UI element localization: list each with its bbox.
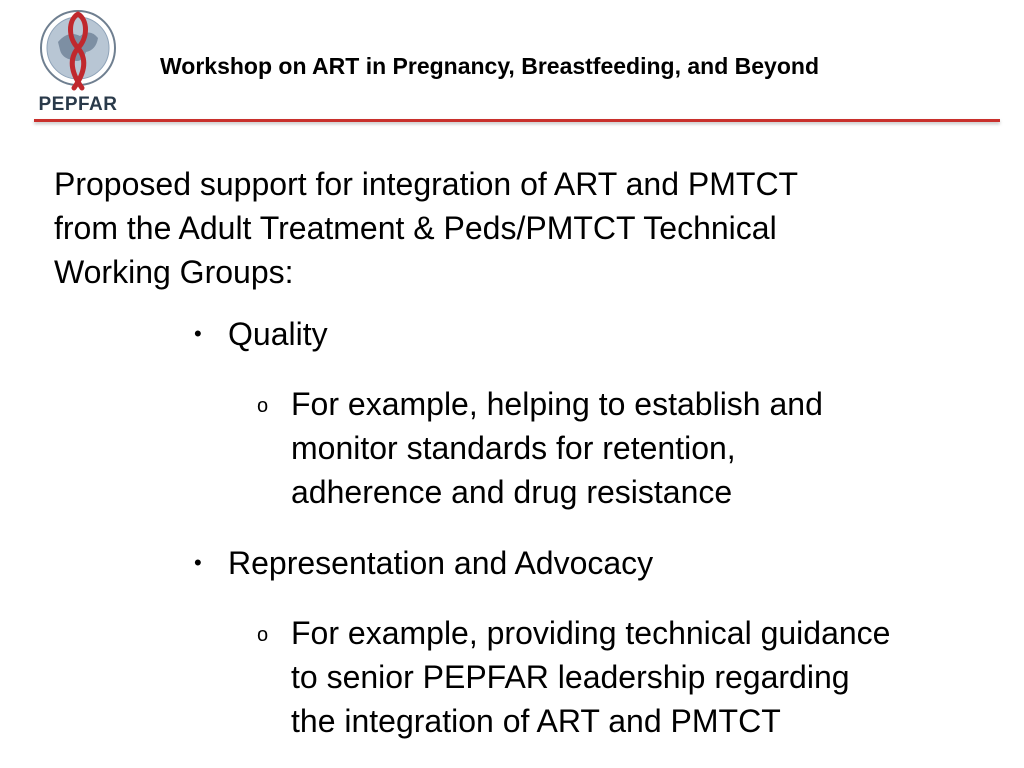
sub-bullet-marker: o (257, 624, 269, 646)
sub-bullet-marker: o (257, 395, 269, 417)
bullet-marker: • (194, 550, 202, 575)
pepfar-logo (30, 8, 126, 116)
sub-bullet-line: the integration of ART and PMTCT (291, 703, 781, 739)
bullet-label: Representation and Advocacy (228, 545, 654, 581)
sub-bullet-representation (257, 611, 891, 743)
intro-line: Working Groups: (54, 254, 294, 290)
sub-bullet-quality (257, 382, 823, 514)
intro-line: Proposed support for integration of ART and PMTCT (54, 166, 799, 202)
intro-paragraph (54, 162, 954, 294)
page-title: Workshop on ART in Pregnancy, Breastfeeding, and Beyond (160, 53, 819, 79)
logo-text: PEPFAR (38, 94, 118, 115)
bullet-item-representation (194, 541, 654, 585)
pepfar-seal-icon (38, 8, 118, 92)
sub-bullet-line: For example, providing technical guidance (291, 615, 891, 651)
bullet-item-quality (194, 312, 328, 356)
bullet-label: Quality (228, 316, 328, 352)
bullet-marker: • (194, 321, 202, 346)
sub-bullet-line: adherence and drug resistance (291, 474, 733, 510)
sub-bullet-line: to senior PEPFAR leadership regarding (291, 659, 850, 695)
sub-bullet-line: For example, helping to establish and (291, 386, 823, 422)
intro-line: from the Adult Treatment & Peds/PMTCT Technical (54, 210, 777, 246)
sub-bullet-line: monitor standards for retention, (291, 430, 736, 466)
header-divider (34, 119, 1000, 122)
